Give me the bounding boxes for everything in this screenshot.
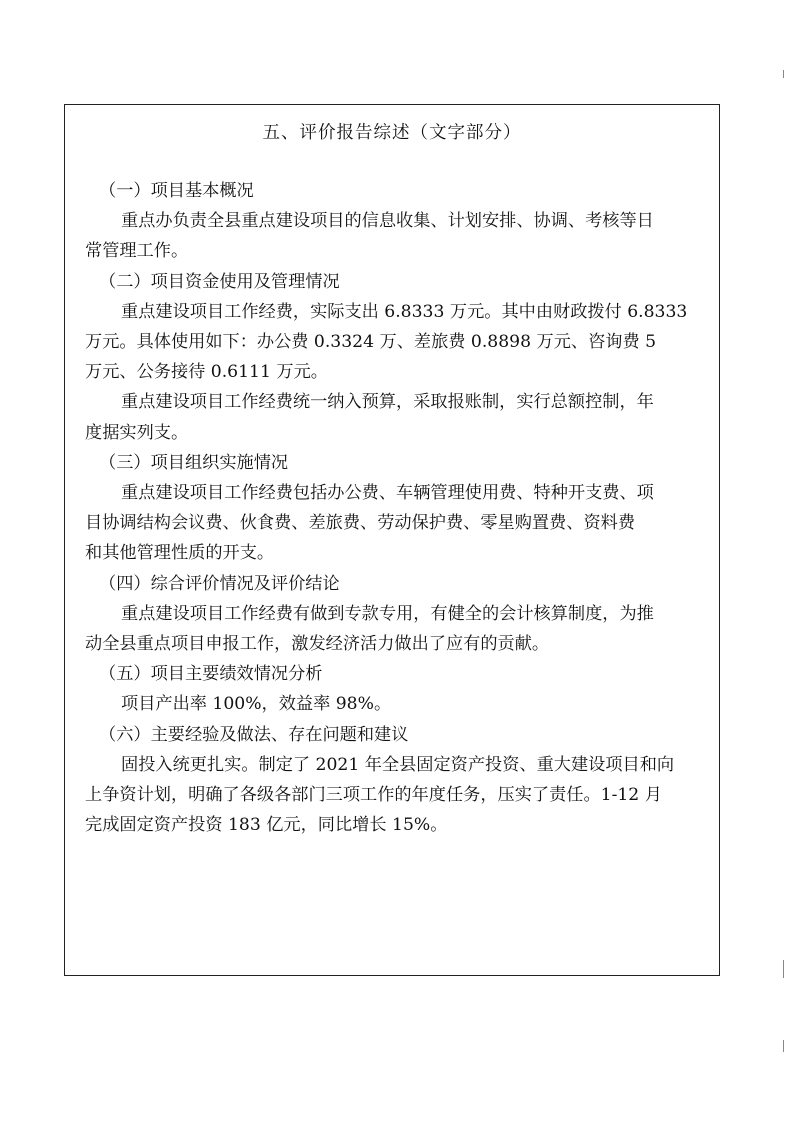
section-title: 五、评价报告综述（文字部分） (262, 123, 522, 143)
text-line: 重点建设项目工作经费，实际支出 6.8333 万元。其中由财政拨付 6.8333 (121, 301, 688, 322)
paragraph-performance-analysis (85, 689, 723, 719)
text-line: 万元。具体使用如下：办公费 0.3324 万、差旅费 0.8898 万元、咨询费 5 (85, 332, 657, 353)
heading-experience-suggestions: （六）主要经验及做法、存在问题和建议 (99, 724, 409, 745)
text-line: 固投入统更扎实。制定了 2021 年全县固定资产投资、重大建设项目和向 (121, 754, 675, 775)
paragraph-experience-suggestions (85, 750, 723, 841)
report-content (85, 176, 723, 840)
scan-artifact (783, 960, 784, 978)
heading-fund-usage: （二）项目资金使用及管理情况 (99, 271, 340, 292)
text-line: 上争资计划，明确了各级各部门三项工作的年度任务，压实了责任。1-12 月 (85, 785, 662, 806)
scan-artifact (783, 1040, 784, 1052)
paragraph-implementation (85, 478, 723, 569)
scan-artifact (783, 70, 784, 78)
heading-performance-analysis: （五）项目主要绩效情况分析 (99, 664, 323, 685)
text-line: 重点建设项目工作经费包括办公费、车辆管理使用费、特种开支费、项 (121, 483, 654, 504)
text-line: 万元、公务接待 0.6111 万元。 (85, 362, 328, 383)
text-line: 重点建设项目工作经费有做到专款专用，有健全的会计核算制度，为推 (121, 603, 654, 624)
heading-project-overview: （一）项目基本概况 (99, 181, 254, 201)
paragraph-fund-expenditure (85, 297, 723, 388)
paragraph-evaluation-conclusion (85, 599, 723, 659)
paragraph-project-overview (85, 206, 723, 266)
paragraph-fund-management (85, 387, 723, 447)
text-line: 完成固定资产投资 183 亿元，同比增长 15%。 (85, 815, 448, 836)
text-line: 度据实列支。 (85, 422, 189, 443)
text-line: 和其他管理性质的开支。 (85, 543, 275, 564)
text-line: 项目产出率 100%，效益率 98%。 (121, 694, 392, 715)
heading-evaluation-conclusion: （四）综合评价情况及评价结论 (99, 573, 340, 594)
text-line: 动全县重点项目申报工作，激发经济活力做出了应有的贡献。 (85, 634, 550, 655)
heading-implementation: （三）项目组织实施情况 (99, 452, 289, 473)
text-line: 目协调结构会议费、伙食费、差旅费、劳动保护费、零星购置费、资料费 (85, 513, 636, 534)
report-frame (64, 104, 720, 976)
text-line: 重点办负责全县重点建设项目的信息收集、计划安排、协调、考核等日 (121, 211, 654, 232)
text-line: 常管理工作。 (85, 241, 189, 262)
text-line: 重点建设项目工作经费统一纳入预算，采取报账制，实行总额控制，年 (121, 392, 654, 413)
